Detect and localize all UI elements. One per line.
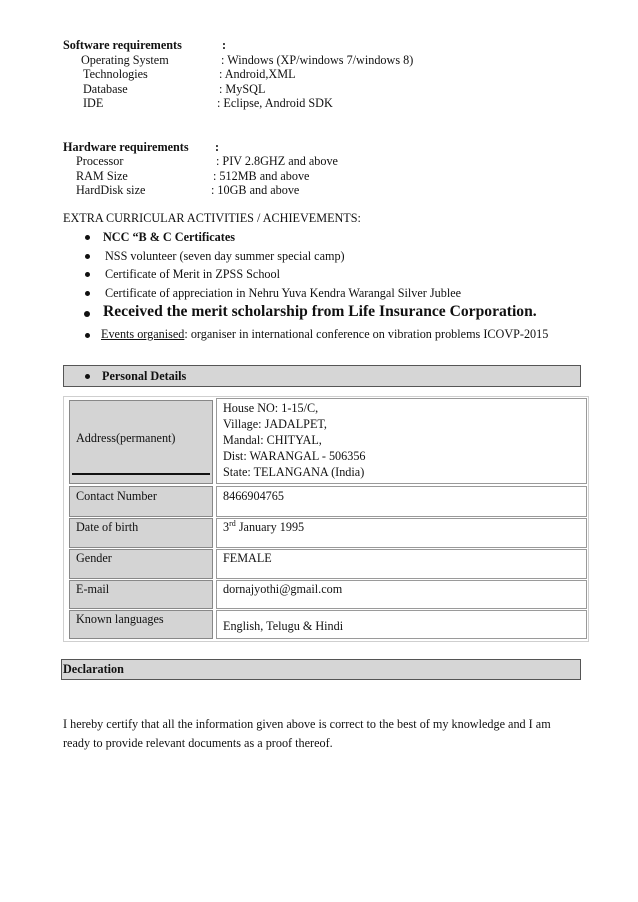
contact-label: Contact Number	[76, 489, 157, 503]
declaration-line-1: I hereby certify that all the information given above is correct to the best of my knowledge and I am	[63, 717, 551, 731]
declaration-bar	[61, 659, 581, 680]
bullet-icon	[85, 272, 90, 277]
sw-value-tech: : Android,XML	[219, 67, 296, 81]
software-heading: Software requirements	[63, 38, 182, 52]
languages-label: Known languages	[76, 612, 164, 626]
address-line-5: State: TELANGANA (India)	[223, 465, 365, 479]
extra-item-ncc: NCC “B & C Certificates	[103, 230, 235, 244]
personal-heading: Personal Details	[102, 369, 187, 383]
extra-item-nyk: Certificate of appreciation in Nehru Yuva Kendra Warangal Silver Jublee	[105, 286, 462, 300]
hw-label-ram: RAM Size	[76, 169, 128, 183]
contact-label-cell	[69, 486, 213, 517]
extra-heading: EXTRA CURRICULAR ACTIVITIES / ACHIEVEMENTS:	[63, 211, 361, 225]
declaration-line-2: ready to provide relevant documents as a proof thereof.	[63, 736, 333, 750]
bullet-icon	[85, 333, 90, 338]
contact-value: 8466904765	[223, 489, 284, 503]
gender-label-cell	[69, 549, 213, 579]
gender-label: Gender	[76, 551, 112, 565]
hw-value-processor: : PIV 2.8GHZ and above	[216, 154, 338, 168]
gender-value: FEMALE	[223, 551, 272, 565]
hw-value-hdd: : 10GB and above	[211, 183, 300, 197]
extra-item-merit: Certificate of Merit in ZPSS School	[105, 267, 281, 281]
address-line-3: Mandal: CHITYAL,	[223, 433, 322, 447]
sw-label-db: Database	[83, 82, 128, 96]
address-label-cell	[69, 400, 213, 484]
address-value-cell	[216, 398, 587, 484]
bullet-icon	[84, 311, 90, 317]
email-label-cell	[69, 580, 213, 609]
personal-details-bar	[63, 365, 581, 387]
dob-value	[223, 519, 304, 535]
sw-value-ide: : Eclipse, Android SDK	[217, 96, 333, 110]
hw-label-hdd: HardDisk size	[76, 183, 146, 197]
sw-label-tech: Technologies	[83, 67, 148, 81]
sw-value-os: : Windows (XP/windows 7/windows 8)	[221, 53, 414, 67]
address-line-2: Village: JADALPET,	[223, 417, 327, 431]
languages-value-cell	[216, 610, 587, 639]
dob-rest: January 1995	[235, 520, 305, 535]
extra-item-events	[101, 327, 548, 342]
dob-value-cell	[216, 518, 587, 548]
contact-value-cell	[216, 486, 587, 517]
events-label: Events organised	[101, 327, 185, 341]
bullet-icon	[85, 235, 90, 240]
sw-value-db: : MySQL	[219, 82, 266, 96]
gender-value-cell	[216, 549, 587, 579]
extra-item-nss: NSS volunteer (seven day summer special camp)	[105, 249, 345, 263]
dob-label: Date of birth	[76, 520, 139, 534]
hardware-heading: Hardware requirements	[63, 140, 189, 154]
address-label: Address(permanent)	[76, 431, 176, 445]
address-divider	[72, 473, 210, 475]
events-text: : organiser in international conference on vibration problems ICOVP-2015	[184, 327, 549, 341]
email-value-cell	[216, 580, 587, 609]
email-value: dornajyothi@gmail.com	[223, 582, 343, 596]
languages-value: English, Telugu & Hindi	[223, 619, 344, 633]
email-label: E-mail	[76, 582, 110, 596]
sw-label-os: Operating System	[81, 53, 169, 67]
address-line-4: Dist: WARANGAL - 506356	[223, 449, 366, 463]
software-heading-colon: :	[222, 38, 227, 52]
dob-label-cell	[69, 518, 213, 548]
hw-label-processor: Processor	[76, 154, 124, 168]
hardware-heading-colon: :	[215, 140, 220, 154]
bullet-icon	[85, 254, 90, 259]
extra-item-lic: Received the merit scholarship from Life Insurance Corporation.	[103, 303, 537, 320]
sw-label-ide: IDE	[83, 96, 104, 110]
bullet-icon	[85, 374, 90, 379]
bullet-icon	[85, 291, 90, 296]
address-line-1: House NO: 1-15/C,	[223, 401, 319, 415]
dob-suffix: rd	[229, 519, 236, 528]
languages-label-cell	[69, 610, 213, 639]
declaration-heading: Declaration	[63, 662, 124, 676]
dob-day: 3	[223, 520, 230, 535]
hw-value-ram: : 512MB and above	[213, 169, 310, 183]
